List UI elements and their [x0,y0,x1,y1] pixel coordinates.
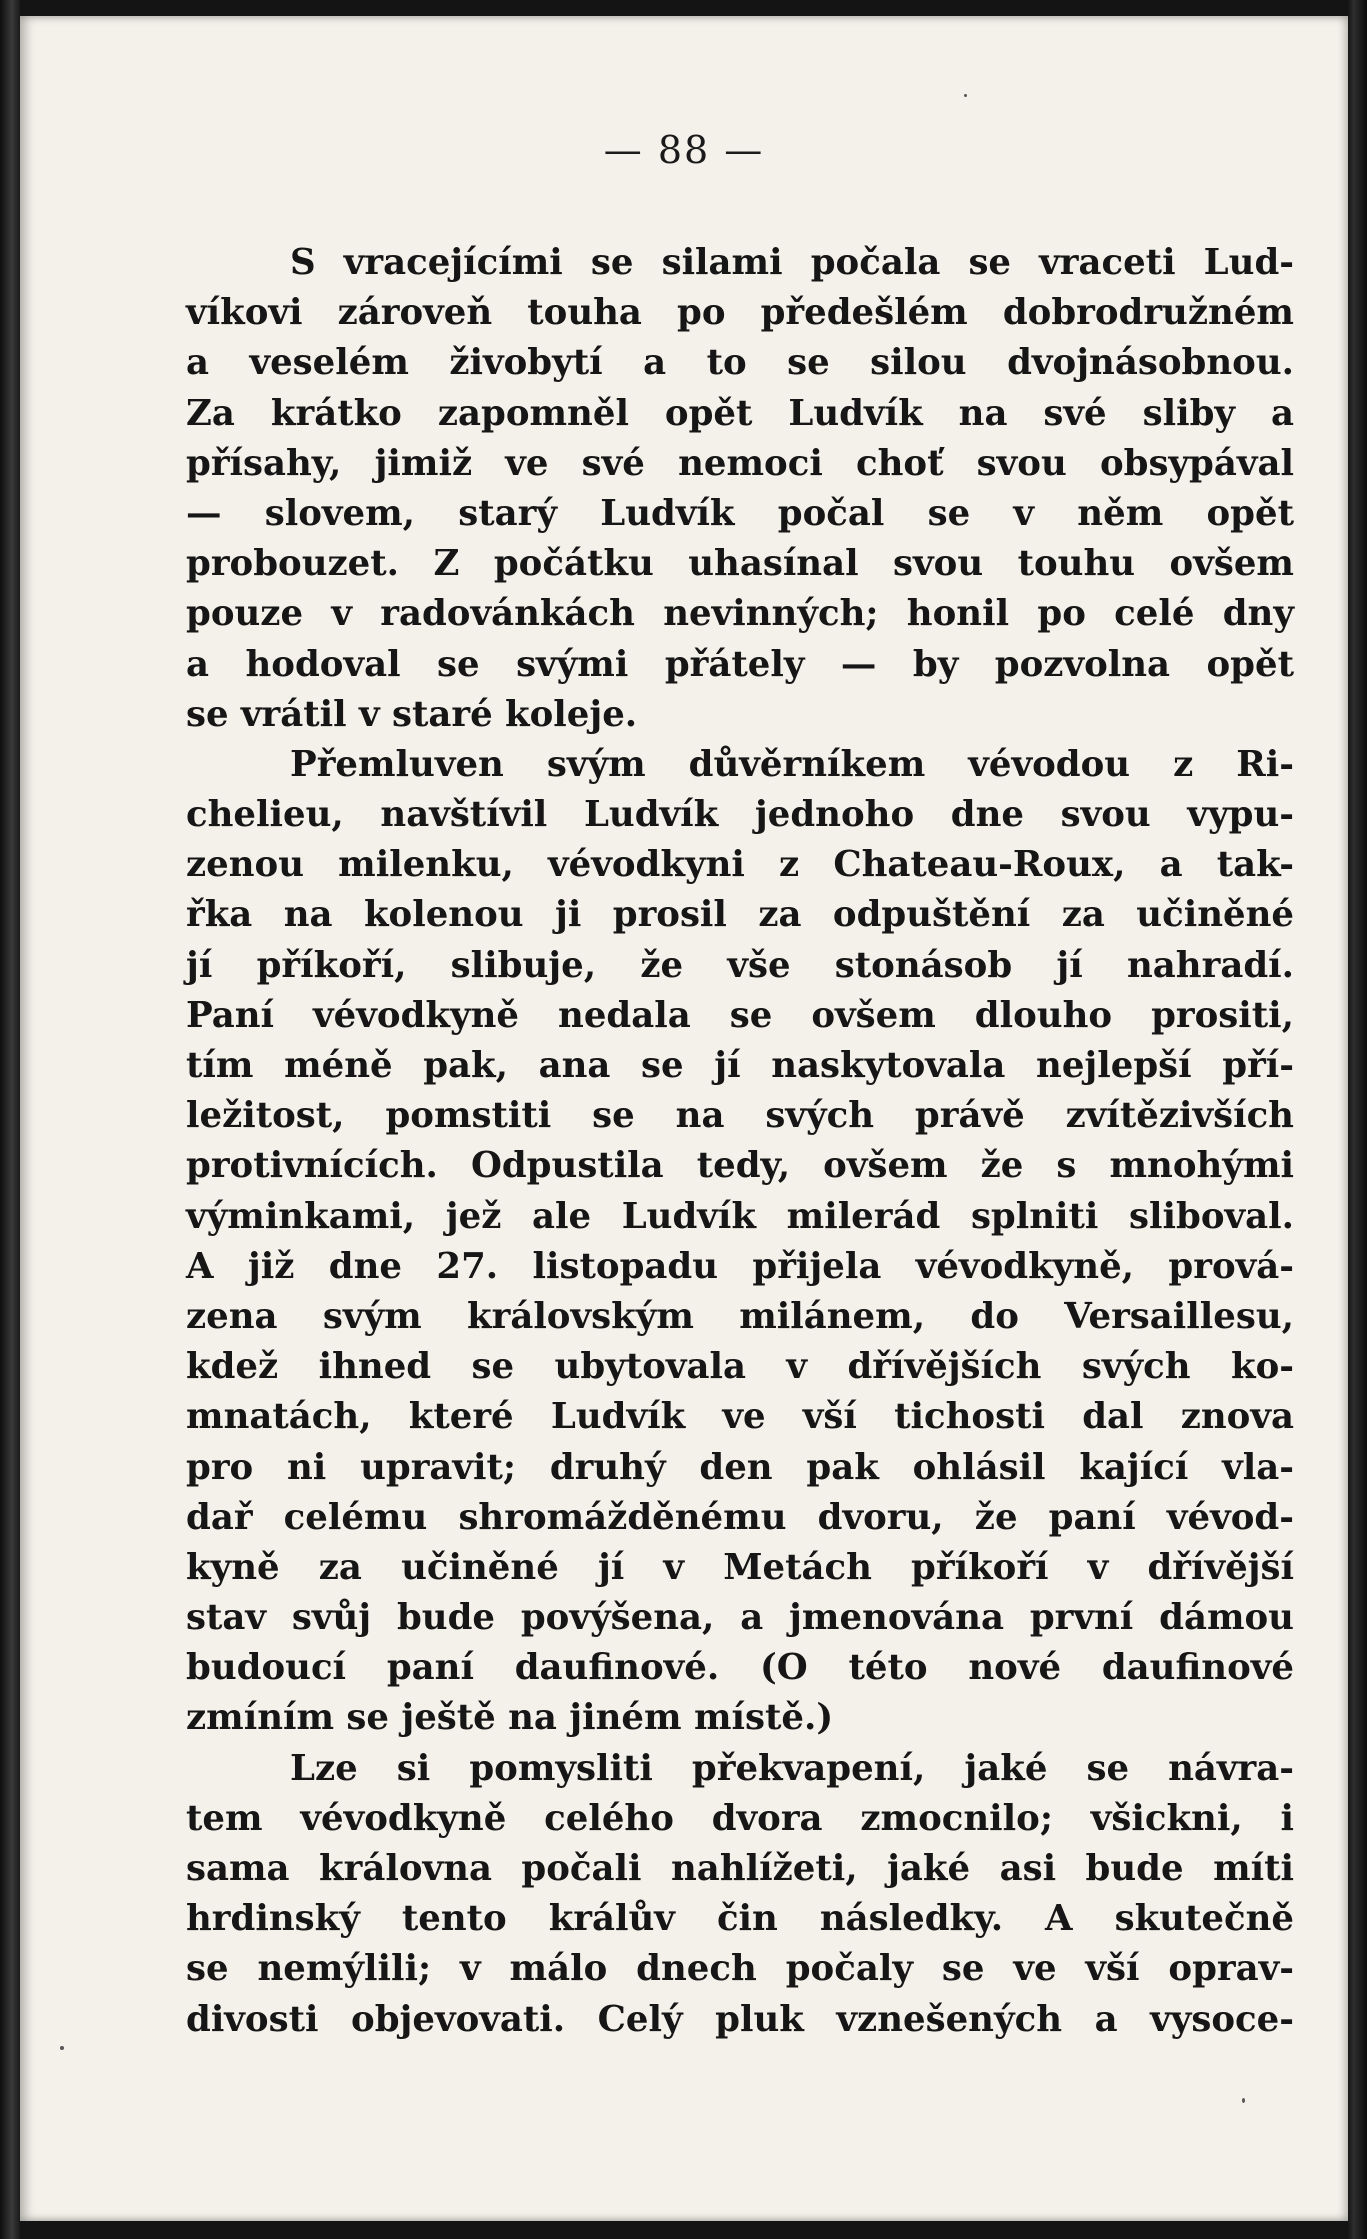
text-line: řka na kolenou ji prosil za odpuštění za učiněné [186,894,1294,936]
text-line: kyně za učiněné jí v Metách příkoří v dřívější [186,1546,1294,1588]
text-line: Přemluven svým důvěrníkem vévodou z Ri- [290,743,1294,785]
text-line: pro ni upravit; druhý den pak ohlásil kající vla- [186,1446,1294,1488]
text-line: kdež ihned se ubytovala v dřívějších svých ko- [186,1346,1294,1388]
text-line: stav svůj bude povýšena, a jmenována první dámou [186,1597,1294,1639]
text-line: dař celému shromážděnému dvoru, že paní vévod- [186,1496,1294,1538]
text-line: — slovem, starý Ludvík počal se v něm opět [186,492,1294,534]
book-binding-edge [0,0,20,2239]
text-line: zenou milenku, vévodkyni z Chateau-Roux, a tak- [186,844,1294,886]
text-line: víkovi zároveň touha po předešlém dobrodružném [186,292,1294,334]
book-page [20,16,1348,2221]
text-line: hrdinský tento králův čin následky. A skutečně [186,1898,1294,1940]
text-line: mnatách, které Ludvík ve vší tichosti dal znova [186,1396,1294,1438]
text-line: se nemýlili; v málo dnech počaly se ve vší oprav- [186,1948,1294,1990]
text-line: tem vévodkyně celého dvora zmocnilo; všickni, i [186,1797,1294,1839]
page-number: — 88 — [603,128,765,172]
text-line: Lze si pomysliti překvapení, jaké se návra- [290,1747,1294,1789]
text-line: divosti objevovati. Celý pluk vznešených a vysoce- [186,1998,1294,2040]
text-line: a hodoval se svými přátely — by pozvolna opět [186,643,1294,685]
text-line: pouze v radovánkách nevinných; honil po celé dny [186,593,1294,635]
text-line: zena svým královským milánem, do Versaillesu, [186,1295,1294,1337]
text-line: a veselém živobytí a to se silou dvojnásobnou. [186,342,1294,384]
text-line: probouzet. Z počátku uhasínal svou touhu ovšem [186,543,1294,585]
text-line: chelieu, navštívil Ludvík jednoho dne svou vypu- [186,794,1294,836]
paper-speck [964,94,967,97]
text-line: protivnících. Odpustila tedy, ovšem že s mnohými [186,1145,1294,1187]
text-line: se vrátil v staré koleje. [186,693,638,735]
text-line: tím méně pak, ana se jí naskytovala nejlepší pří- [186,1045,1294,1086]
text-line: A již dne 27. listopadu přijela vévodkyně, prová- [186,1245,1294,1287]
text-line: výminkami, jež ale Ludvík milerád splniti sliboval. [186,1195,1294,1237]
text-line: budoucí paní daufinové. (O této nové daufinové [186,1647,1294,1689]
page-right-edge [1348,0,1367,2239]
text-line: jí příkoří, slibuje, že vše stonásob jí nahradí. [186,944,1294,986]
text-line: ležitost, pomstiti se na svých právě zvítězivších [186,1095,1294,1137]
text-line: Paní vévodkyně nedala se ovšem dlouho prositi, [186,994,1294,1036]
paper-speck [1242,2098,1245,2103]
text-line: přísahy, jimiž ve své nemoci choť svou obsypával [186,442,1294,484]
paper-speck [60,2046,64,2050]
page-text [186,238,1294,2045]
text-line: sama královna počali nahlížeti, jaké asi bude míti [186,1848,1294,1889]
text-line: Za krátko zapomněl opět Ludvík na své sliby a [186,392,1294,434]
text-line: S vracejícími se silami počala se vraceti Lud- [290,242,1294,283]
text-line: zmíním se ještě na jiném místě.) [186,1697,834,1739]
